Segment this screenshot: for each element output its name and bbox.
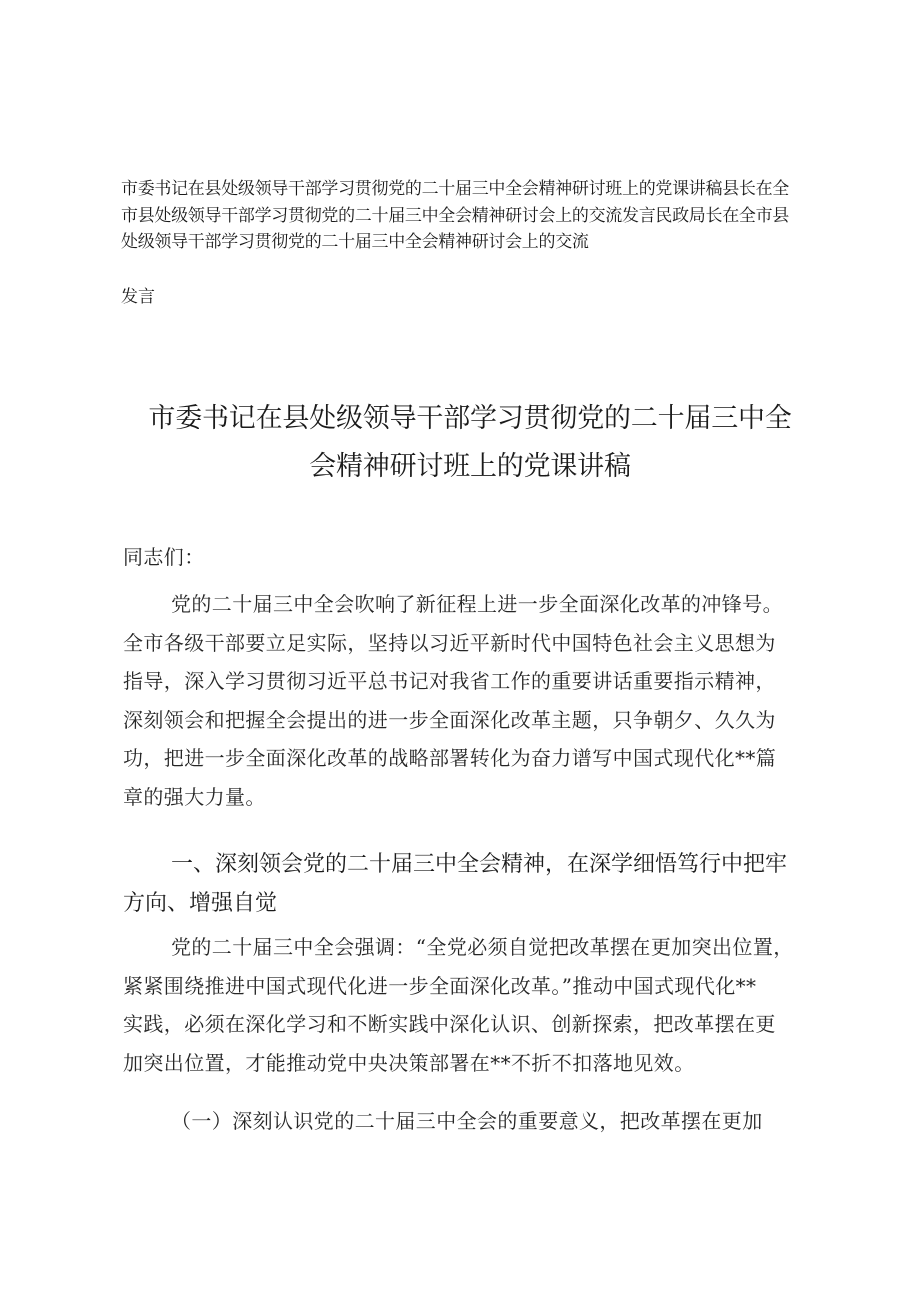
paragraph-line: 党的二十届三中全会吹响了新征程上进一步全面深化改革的冲锋号。: [171, 592, 783, 616]
salutation: 同志们：: [123, 545, 205, 569]
header-tail: 发言: [121, 287, 155, 307]
paragraph-line: 深刻领会和把握全会提出的进一步全面深化改革主题，只争朝夕、久久为: [123, 707, 776, 732]
paragraph-line: 功，把进一步全面深化改革的战略部署转化为奋力谱写中国式现代化**篇: [123, 746, 777, 770]
paragraph-line: 全市各级干部要立足实际，坚持以习近平新时代中国特色社会主义思想为: [123, 630, 776, 655]
section-heading-line: 方向、增强自觉: [123, 891, 278, 916]
title-line-1: 市委书记在县处级领导干部学习贯彻党的二十届三中全: [148, 403, 792, 434]
title-line-2: 会精神研讨班上的党课讲稿: [309, 451, 631, 482]
document-title: [120, 395, 820, 491]
header-line: 市委书记在县处级领导干部学习贯彻党的二十届三中全会精神研讨班上的党课讲稿县长在全: [121, 179, 789, 199]
paragraph-section-1: [123, 928, 813, 1082]
paragraph-line: 指导，深入学习贯彻习近平总书记对我省工作的重要讲话重要指示精神，: [123, 669, 776, 693]
section-heading-1: [123, 845, 813, 923]
paragraph-intro: [123, 585, 813, 816]
paragraph-line: 实践，必须在深化学习和不断实践中深化认识、创新探索，把改革摆在更: [123, 1012, 776, 1036]
paragraph-line: 加突出位置，才能推动党中央决策部署在**不折不扣落地见效。: [123, 1050, 695, 1075]
paragraph-line: 党的二十届三中全会强调：“全党必须自觉把改革摆在更加突出位置，: [171, 935, 794, 959]
section-heading-line: 一、深刻领会党的二十届三中全会精神，在深学细悟笃行中把牢: [171, 852, 788, 877]
subheading-line: （一）深刻认识党的二十届三中全会的重要意义，把改革摆在更加: [171, 1109, 763, 1133]
subheading-1: [123, 1102, 813, 1141]
paragraph-line: 紧紧围绕推进中国式现代化进一步全面深化改革。”推动中国式现代化**: [123, 973, 757, 998]
header-line: 市县处级领导干部学习贯彻党的二十届三中全会精神研讨会上的交流发言民政局长在全市县: [121, 205, 789, 226]
document-header: [121, 176, 811, 256]
paragraph-line: 章的强大力量。: [123, 784, 266, 809]
header-line: 处级领导干部学习贯彻党的二十届三中全会精神研讨会上的交流: [121, 232, 589, 252]
